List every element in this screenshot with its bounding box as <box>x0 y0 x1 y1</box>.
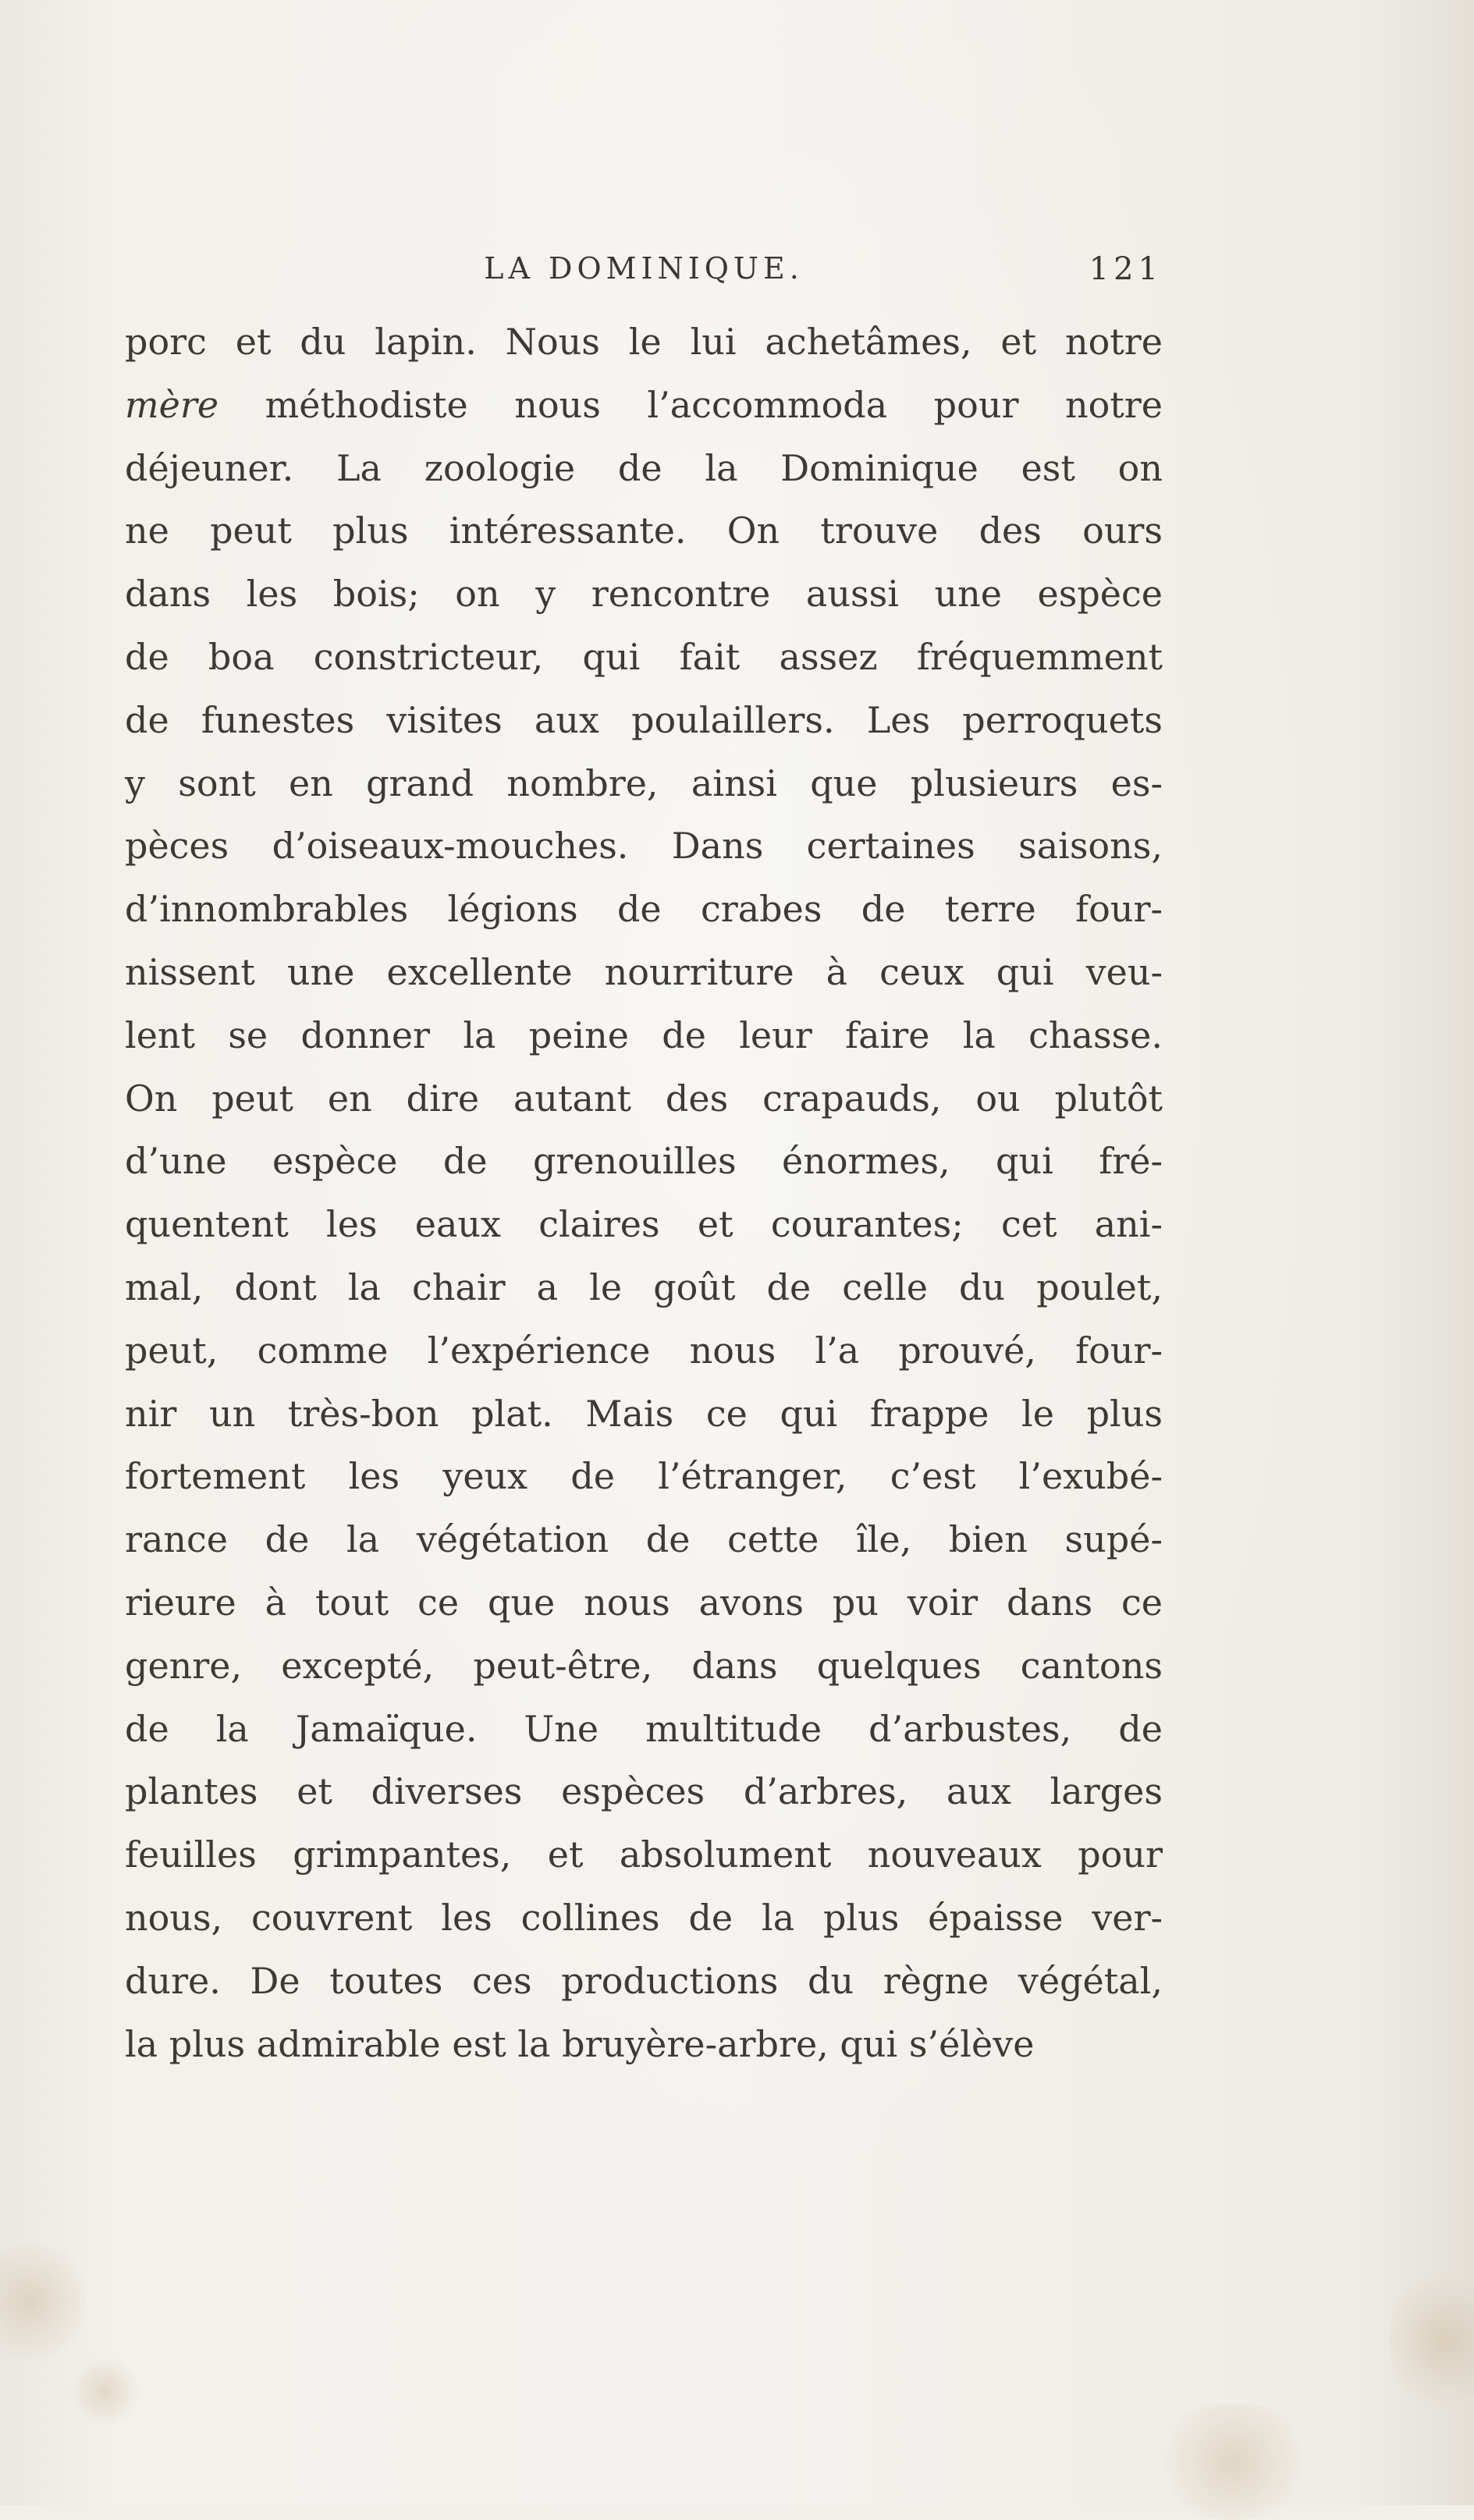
page-number: 121 <box>1089 251 1163 287</box>
text-line: porc et du lapin. Nous le lui achetâmes, et notre <box>125 321 1163 363</box>
text-line: de la Jamaïque. Une multitude d’arbustes, de <box>125 1707 1163 1750</box>
text-line: dans les bois; on y rencontre aussi une espèce <box>125 573 1163 616</box>
foxing-stain <box>1147 2403 1319 2520</box>
body-text <box>125 311 1163 2075</box>
text-line: déjeuner. La zoologie de la Dominique est on <box>125 446 1163 489</box>
text-line: d’innombrables légions de crabes de terre four- <box>125 888 1163 931</box>
text-line: peut, comme l’expérience nous l’a prouvé, four- <box>125 1329 1163 1372</box>
text-line: la plus admirable est la bruyère-arbre, qui s’élève <box>125 2022 1035 2065</box>
text-line: mal, dont la chair a le goût de celle du poulet, <box>125 1265 1163 1308</box>
text-line: nir un très-bon plat. Mais ce qui frappe le plus <box>125 1392 1163 1435</box>
text-line: plantes et diverses espèces d’arbres, aux larges <box>125 1770 1163 1813</box>
foxing-stain <box>1389 2263 1474 2419</box>
text-line: quentent les eaux claires et courantes; cet ani- <box>125 1203 1163 1246</box>
text-line: y sont en grand nombre, ainsi que plusieurs es- <box>125 761 1163 804</box>
text-line: feuilles grimpantes, et absolument nouveaux pour <box>125 1833 1163 1876</box>
text-line: genre, excepté, peut-être, dans quelques cantons <box>125 1644 1163 1687</box>
text-line: fortement les yeux de l’étranger, c’est l’exubé- <box>125 1455 1163 1498</box>
text-line: dure. De toutes ces productions du règne végétal, <box>125 1959 1163 2002</box>
italic-word: mère <box>125 383 219 426</box>
text-line: rance de la végétation de cette île, bien supé- <box>125 1518 1163 1561</box>
running-header <box>125 251 1163 298</box>
text-line: rieure à tout ce que nous avons pu voir dans ce <box>125 1581 1163 1624</box>
text-line: lent se donner la peine de leur faire la chasse. <box>125 1013 1163 1056</box>
text-line: de funestes visites aux poulaillers. Les perroquets <box>125 698 1163 741</box>
text-line: d’une espèce de grenouilles énormes, qui fré- <box>125 1140 1163 1183</box>
text-line: nissent une excellente nourriture à ceux qui veu- <box>125 950 1163 993</box>
text-line: nous, couvrent les collines de la plus épaisse ver- <box>125 1896 1163 1939</box>
foxing-stain <box>0 2231 86 2372</box>
text-line: mère méthodiste nous l’accommoda pour notre <box>125 383 1163 426</box>
text-line: On peut en dire autant des crapauds, ou plutôt <box>125 1077 1163 1120</box>
running-title: LA DOMINIQUE. <box>484 251 804 286</box>
foxing-stain <box>70 2356 140 2426</box>
text-line: de boa constricteur, qui fait assez fréquemment <box>125 635 1163 678</box>
text-line: pèces d’oiseaux-mouches. Dans certaines saisons, <box>125 825 1163 868</box>
text-line: ne peut plus intéressante. On trouve des ours <box>125 509 1163 552</box>
